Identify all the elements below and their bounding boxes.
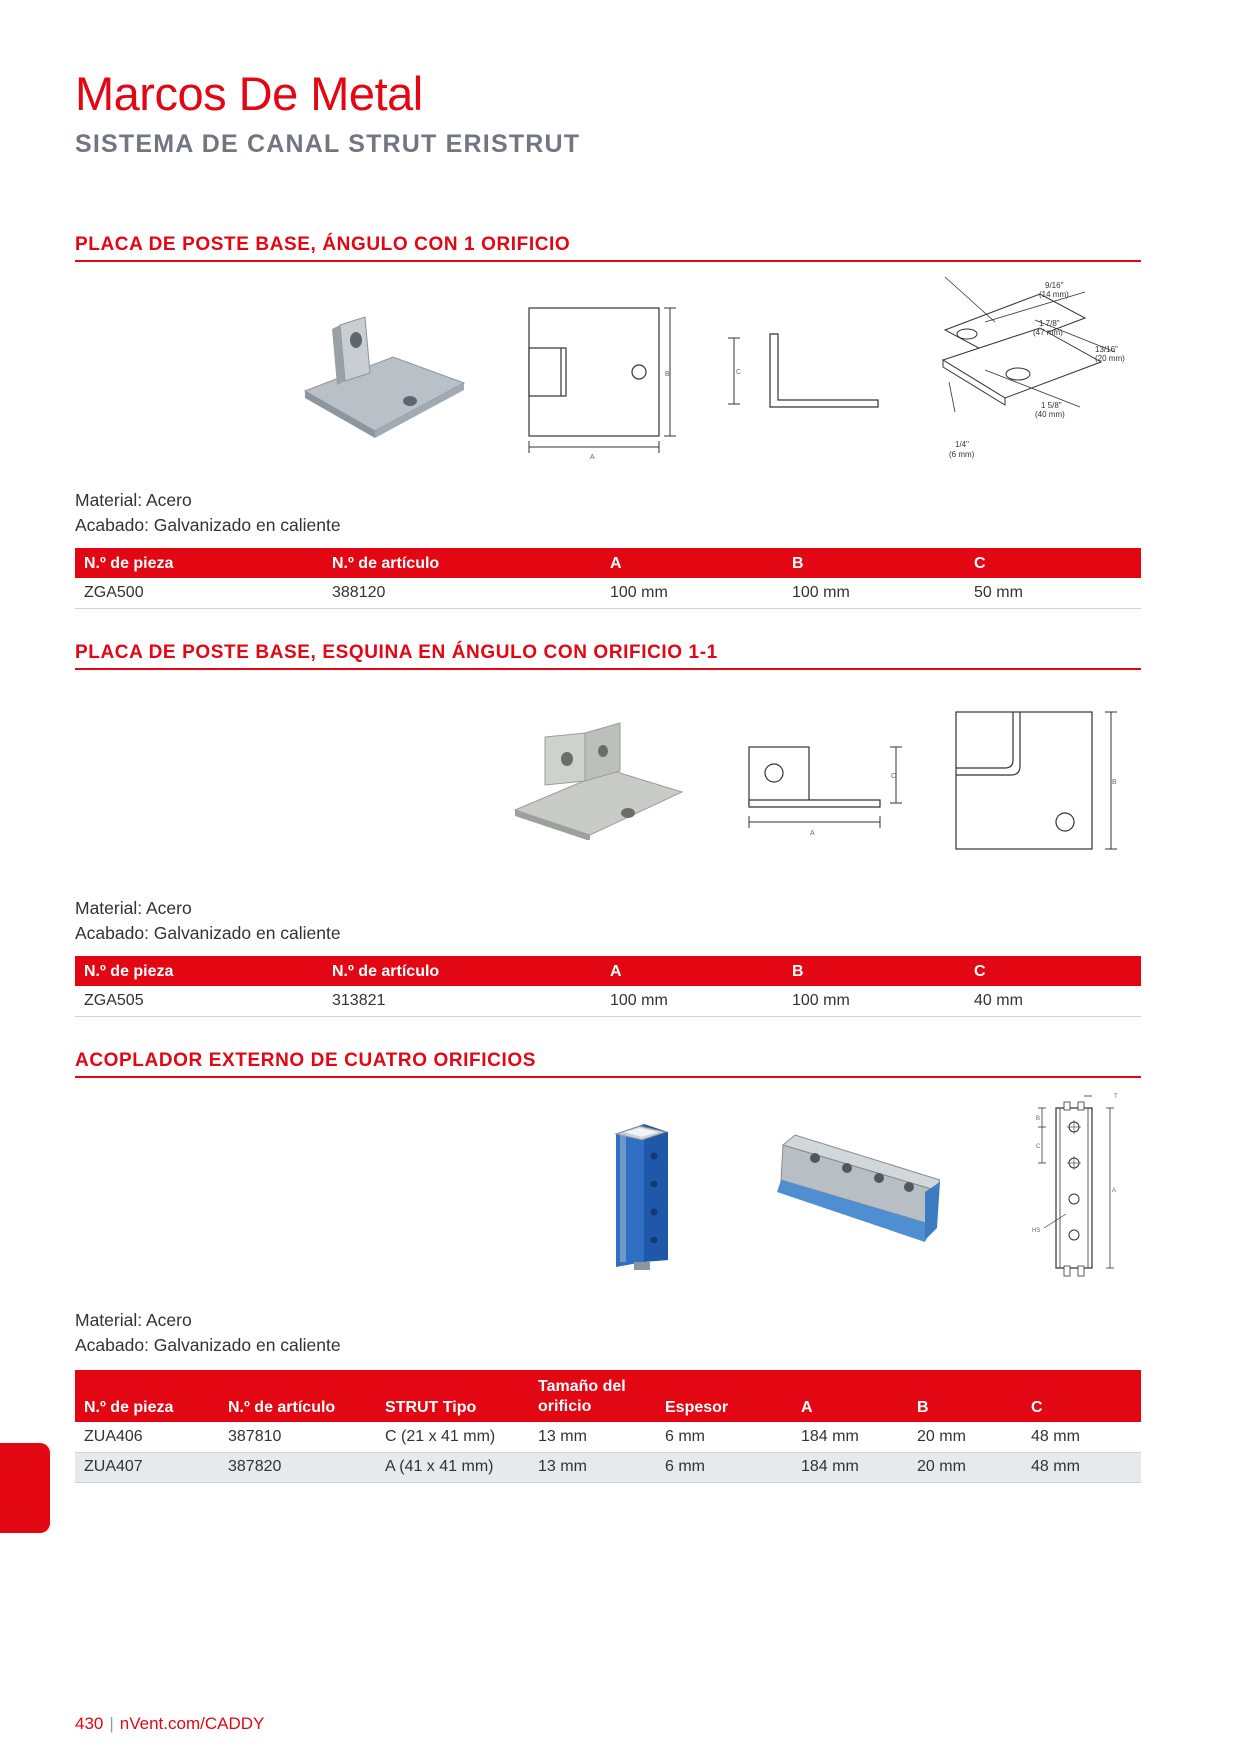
- col-header: Espesor: [656, 1370, 792, 1422]
- col-header: C: [1022, 1370, 1141, 1422]
- dimension-b-label: B: [1112, 779, 1117, 786]
- section-divider: [75, 1076, 1141, 1078]
- section-divider: [75, 668, 1141, 670]
- table-row: [75, 578, 1141, 608]
- section-title-2: PLACA DE POSTE BASE, ESQUINA EN ÁNGULO CON ORIFICIO 1-1: [75, 642, 718, 663]
- table-cell: ZUA407: [75, 1452, 219, 1482]
- hole-size-label: HS: [1032, 1228, 1041, 1234]
- dim-label-1mm: (14 mm): [1039, 290, 1069, 299]
- table-cell: 387810: [219, 1422, 376, 1452]
- section-title-1: PLACA DE POSTE BASE, ÁNGULO CON 1 ORIFICIO: [75, 234, 571, 255]
- drawing-coupler-front: [1030, 1090, 1130, 1290]
- table-row: [75, 1452, 1141, 1482]
- table-cell: 184 mm: [792, 1452, 908, 1482]
- page-subtitle: SISTEMA DE CANAL STRUT ERISTRUT: [75, 130, 581, 158]
- table-cell: A (41 x 41 mm): [376, 1452, 529, 1482]
- dimension-c-label: C: [736, 369, 742, 376]
- product-photo-coupler: [775, 1130, 940, 1245]
- dimension-b-label: B: [1036, 1116, 1041, 1122]
- material-text: Material: Acero: [75, 490, 192, 510]
- col-header: N.º de artículo: [323, 548, 601, 578]
- page-footer: [75, 1714, 264, 1734]
- product-photo-coupler-on-strut: [610, 1112, 675, 1272]
- dimension-a-label: A: [590, 454, 595, 460]
- product-photo-angle-plate: [290, 295, 480, 445]
- col-header: B: [783, 956, 965, 986]
- col-header: N.º de pieza: [75, 956, 323, 986]
- spec-table-2: [75, 956, 1141, 1017]
- dim-label-5mm: (6 mm): [949, 450, 975, 459]
- footer-separator: |: [109, 1714, 114, 1733]
- table-cell: 48 mm: [1022, 1452, 1141, 1482]
- table-cell: 48 mm: [1022, 1422, 1141, 1452]
- material-text: Material: Acero: [75, 1310, 192, 1330]
- col-header: N.º de pieza: [75, 548, 323, 578]
- spec-table-1: [75, 548, 1141, 609]
- col-header: A: [792, 1370, 908, 1422]
- dimension-c-label: C: [1036, 1144, 1041, 1150]
- col-header: N.º de artículo: [323, 956, 601, 986]
- dimension-c-label: C: [891, 773, 897, 780]
- dimension-a-label: A: [1112, 1188, 1117, 1194]
- drawing-top-view-2: [955, 710, 1125, 855]
- dim-label-2mm: (47 mm): [1033, 328, 1063, 337]
- dimension-b-label: B: [665, 371, 670, 378]
- col-header: A: [601, 956, 783, 986]
- finish-text: Acabado: Galvanizado en caliente: [75, 923, 341, 943]
- col-header: C: [965, 548, 1141, 578]
- dim-label-4: 1 5/8": [1041, 401, 1062, 410]
- dim-label-4mm: (40 mm): [1035, 410, 1065, 419]
- section-divider: [75, 260, 1141, 262]
- table-cell: 184 mm: [792, 1422, 908, 1452]
- table-header-row: [75, 956, 1141, 986]
- table-cell: ZGA500: [75, 578, 323, 608]
- table-cell: 13 mm: [529, 1452, 656, 1482]
- table-cell: ZUA406: [75, 1422, 219, 1452]
- product-photo-corner-plate: [510, 715, 685, 840]
- dimension-t-label: T: [1114, 1094, 1118, 1100]
- table-cell: 100 mm: [783, 578, 965, 608]
- chapter-tab: [0, 1443, 50, 1533]
- table-header-row: [75, 548, 1141, 578]
- drawing-side-view: [722, 330, 882, 415]
- spec-table-3: [75, 1370, 1141, 1483]
- dim-label-3: 13/16": [1095, 345, 1118, 354]
- table-cell: 40 mm: [965, 986, 1141, 1016]
- table-cell: 100 mm: [601, 578, 783, 608]
- dim-label-3mm: (20 mm): [1095, 354, 1125, 363]
- footer-link[interactable]: nVent.com/CADDY: [119, 1714, 265, 1733]
- table-cell: 20 mm: [908, 1452, 1022, 1482]
- table-header-row: [75, 1370, 1141, 1422]
- table-cell: ZGA505: [75, 986, 323, 1016]
- table-cell: 388120: [323, 578, 601, 608]
- col-header: N.º de pieza: [75, 1370, 219, 1422]
- page-title: Marcos De Metal: [75, 67, 423, 120]
- finish-text: Acabado: Galvanizado en caliente: [75, 515, 341, 535]
- col-header: C: [965, 956, 1141, 986]
- table-cell: C (21 x 41 mm): [376, 1422, 529, 1452]
- table-cell: 100 mm: [601, 986, 783, 1016]
- table-cell: 100 mm: [783, 986, 965, 1016]
- table-row: [75, 986, 1141, 1016]
- page-number: 430: [75, 1714, 104, 1733]
- table-cell: 313821: [323, 986, 601, 1016]
- col-header: N.º de artículo: [219, 1370, 376, 1422]
- dimension-a-label: A: [810, 830, 815, 835]
- drawing-side-view-2: [748, 740, 918, 835]
- col-header: A: [601, 548, 783, 578]
- drawing-top-view: [528, 300, 683, 460]
- table-cell: 13 mm: [529, 1422, 656, 1452]
- drawing-hole-detail: [925, 272, 1140, 462]
- col-header: B: [783, 548, 965, 578]
- finish-text: Acabado: Galvanizado en caliente: [75, 1335, 341, 1355]
- table-cell: 6 mm: [656, 1452, 792, 1482]
- col-header: Tamaño del orificio: [529, 1370, 656, 1422]
- table-cell: 387820: [219, 1452, 376, 1482]
- table-row: [75, 1422, 1141, 1452]
- table-cell: 20 mm: [908, 1422, 1022, 1452]
- col-header: STRUT Tipo: [376, 1370, 529, 1422]
- table-cell: 6 mm: [656, 1422, 792, 1452]
- col-header: B: [908, 1370, 1022, 1422]
- material-text: Material: Acero: [75, 898, 192, 918]
- dim-label-2: 1 7/8": [1039, 319, 1060, 328]
- dim-label-5: 1/4": [955, 440, 969, 449]
- dim-label-1: 9/16": [1045, 281, 1064, 290]
- section-title-3: ACOPLADOR EXTERNO DE CUATRO ORIFICIOS: [75, 1050, 536, 1071]
- table-cell: 50 mm: [965, 578, 1141, 608]
